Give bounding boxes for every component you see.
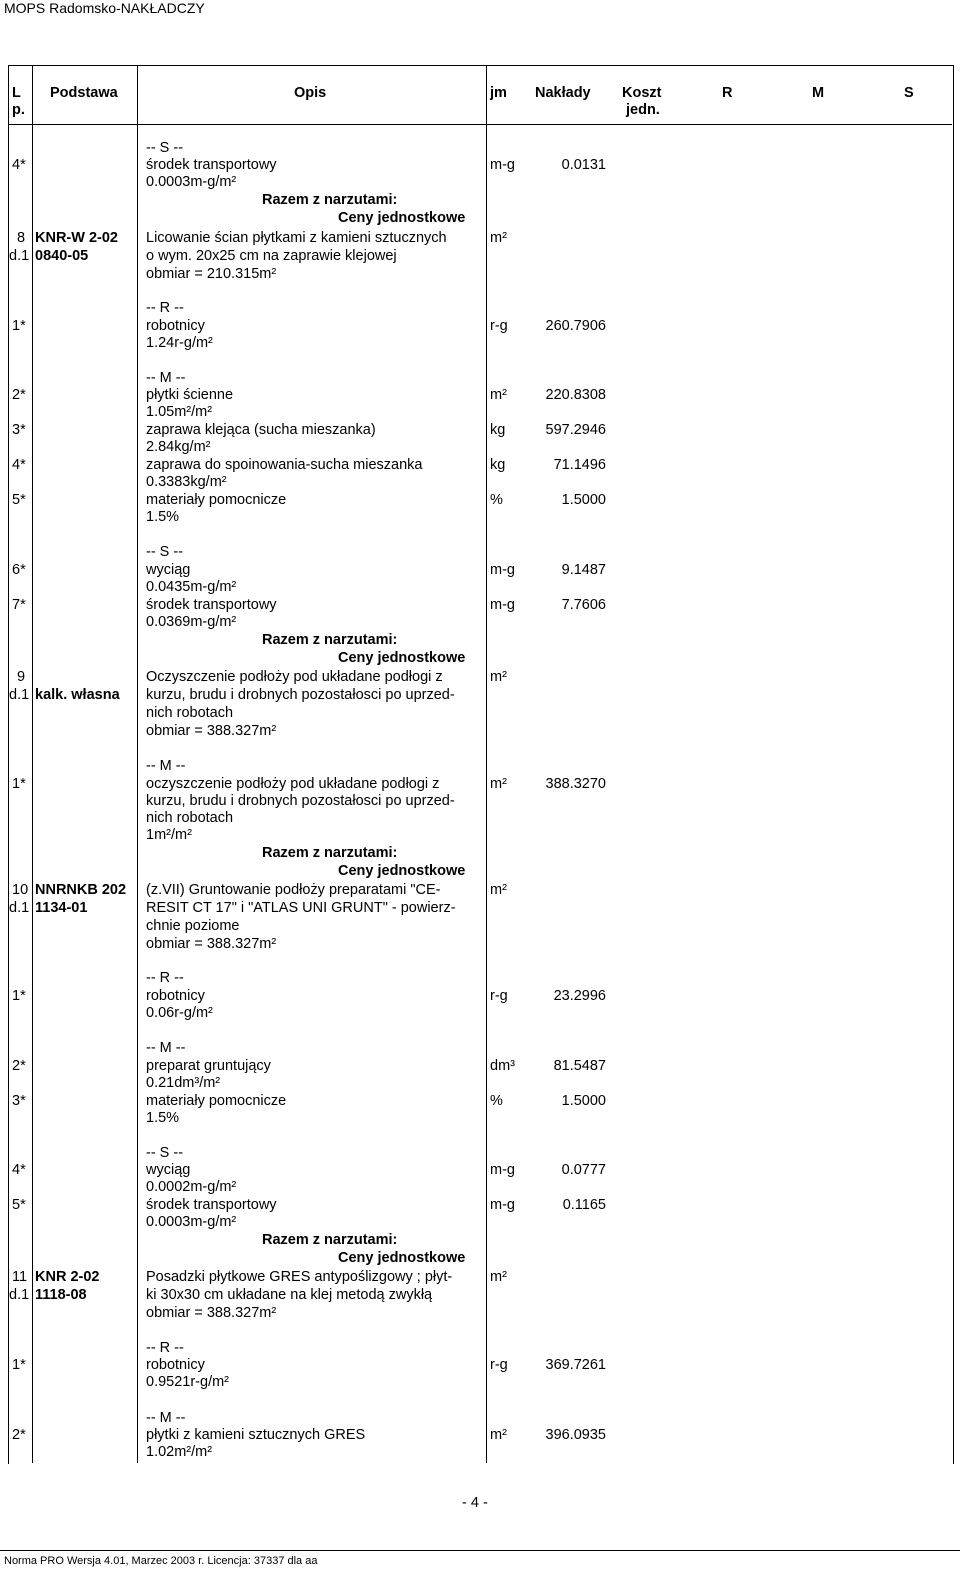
header-naklady: Nakłady (535, 85, 591, 101)
row-lp: 2* (12, 1058, 26, 1074)
position-jm: m² (490, 669, 507, 685)
row-value: 1.5000 (561, 492, 606, 508)
position-desc-1: (z.VII) Gruntowanie podłoży preparatami "CE- (146, 882, 441, 898)
section-r-label: -- R -- (146, 1340, 184, 1356)
position-number: 8 (17, 230, 26, 246)
ceny-label: Ceny jednostkowe (338, 650, 466, 666)
row-lp: 1* (12, 988, 26, 1004)
position-code: NNRNKB 202 (35, 882, 127, 898)
position-desc-3: obmiar = 210.315m² (146, 266, 277, 282)
razem-label: Razem z narzutami: (262, 632, 398, 648)
row-desc: robotnicy (146, 1357, 205, 1373)
header-jm: jm (490, 85, 507, 101)
window-title-bar (0, 0, 960, 22)
row-value: 0.0777 (561, 1162, 606, 1178)
row-value: 597.2946 (545, 422, 606, 438)
header-koszt: Koszt (622, 85, 662, 101)
position-code: KNR-W 2-02 (35, 230, 118, 246)
row-norm: 0.3383kg/m² (146, 474, 227, 490)
razem-label: Razem z narzutami: (262, 192, 398, 208)
row-value: 0.0131 (561, 157, 606, 173)
row-desc-2: kurzu, brudu i drobnych pozostałosci po uprzed- (146, 793, 455, 809)
position-desc-4: obmiar = 388.327m² (146, 723, 277, 739)
row-norm: 0.06r-g/m² (146, 1005, 213, 1021)
row-jm: m² (490, 1427, 507, 1443)
row-jm: r-g (490, 318, 508, 334)
row-value: 388.3270 (545, 776, 606, 792)
position-d: d.1 (9, 1287, 30, 1303)
row-value: 71.1496 (553, 457, 606, 473)
position-desc-2: ki 30x30 cm układane na klej metodą zwykłą (146, 1287, 433, 1303)
row-value: 7.7606 (561, 597, 606, 613)
row-jm: r-g (490, 1357, 508, 1373)
row-lp: 1* (12, 1357, 26, 1373)
row-norm: 1.24r-g/m² (146, 335, 213, 351)
header-s: S (904, 85, 914, 101)
position-code-2: 1118-08 (35, 1287, 87, 1303)
section-s-label: -- S -- (146, 140, 184, 156)
row-jm: m-g (490, 157, 515, 173)
position-desc-3: obmiar = 388.327m² (146, 1305, 277, 1321)
row-desc: płytki ścienne (146, 387, 234, 403)
position-d: d.1 (9, 248, 30, 264)
row-jm: kg (490, 422, 506, 438)
row-value: 1.5000 (561, 1093, 606, 1109)
header-podstawa: Podstawa (50, 85, 118, 101)
footer-divider (0, 1550, 960, 1551)
position-desc-1: Oczyszczenie podłoży pod układane podłogi z (146, 669, 443, 685)
row-lp: 1* (12, 318, 26, 334)
row-value: 9.1487 (561, 562, 606, 578)
col-divider-opis (486, 65, 487, 1463)
row-jm: m-g (490, 562, 515, 578)
position-d: d.1 (9, 687, 30, 703)
row-lp: 2* (12, 387, 26, 403)
row-norm: 0.21dm³/m² (146, 1075, 221, 1091)
position-number: 10 (12, 882, 29, 898)
row-desc: zaprawa klejąca (sucha mieszanka) (146, 422, 376, 438)
row-jm: m² (490, 387, 507, 403)
header-opis: Opis (294, 85, 327, 101)
ceny-label: Ceny jednostkowe (338, 863, 466, 879)
row-desc: płytki z kamieni sztucznych GRES (146, 1427, 366, 1443)
ceny-label: Ceny jednostkowe (338, 210, 466, 226)
row-lp: 5* (12, 492, 26, 508)
row-norm: 1.5% (146, 1110, 180, 1126)
col-divider-podstawa (137, 65, 138, 1463)
row-desc-1: oczyszczenie podłoży pod układane podłogi z (146, 776, 440, 792)
row-value: 81.5487 (553, 1058, 606, 1074)
header-r: R (722, 85, 733, 101)
row-norm: 0.9521r-g/m² (146, 1374, 230, 1390)
header-m: M (812, 85, 825, 101)
row-value: 23.2996 (553, 988, 606, 1004)
row-norm: 0.0002m-g/m² (146, 1179, 237, 1195)
row-desc: wyciąg (146, 562, 191, 578)
position-jm: m² (490, 882, 507, 898)
row-desc: robotnicy (146, 988, 205, 1004)
position-number: 9 (17, 669, 26, 685)
row-value: 260.7906 (545, 318, 606, 334)
row-norm: 1.5% (146, 509, 180, 525)
row-lp: 5* (12, 1197, 26, 1213)
row-jm: kg (490, 457, 506, 473)
row-norm: 0.0369m-g/m² (146, 614, 237, 630)
section-m-label: -- M -- (146, 370, 186, 386)
ceny-label: Ceny jednostkowe (338, 1250, 466, 1266)
header-lp-l: L (12, 85, 21, 101)
row-lp: 7* (12, 597, 26, 613)
row-lp: 4* (12, 457, 26, 473)
position-desc-4: obmiar = 388.327m² (146, 936, 277, 952)
row-jm: dm³ (490, 1058, 515, 1074)
row-norm: 1.02m²/m² (146, 1444, 213, 1460)
header-jedn: jedn. (626, 102, 660, 118)
position-desc-2: RESIT CT 17" i "ATLAS UNI GRUNT" - powierz- (146, 900, 456, 916)
position-desc-3: chnie poziome (146, 918, 240, 934)
position-code-2: 0840-05 (35, 248, 89, 264)
header-bottom-line (8, 124, 952, 125)
row-jm: m-g (490, 1197, 515, 1213)
row-value: 396.0935 (545, 1427, 606, 1443)
row-lp: 6* (12, 562, 26, 578)
row-desc: wyciąg (146, 1162, 191, 1178)
row-norm: 1.05m²/m² (146, 404, 213, 420)
position-desc-2: kurzu, brudu i drobnych pozostałosci po uprzed- (146, 687, 455, 703)
row-jm: m-g (490, 1162, 515, 1178)
row-jm: m² (490, 776, 507, 792)
row-desc: środek transportowy (146, 157, 277, 173)
row-jm: % (490, 492, 503, 508)
position-desc-3: nich robotach (146, 705, 234, 721)
row-desc: robotnicy (146, 318, 205, 334)
section-m-label: -- M -- (146, 1410, 186, 1426)
footer-text: Norma PRO Wersja 4.01, Marzec 2003 r. Licencja: 37337 dla aa (4, 1555, 318, 1567)
section-s-label: -- S -- (146, 544, 184, 560)
row-norm: 0.0003m-g/m² (146, 174, 237, 190)
row-value: 0.1165 (562, 1197, 606, 1213)
position-jm: m² (490, 1269, 507, 1285)
row-value: 369.7261 (545, 1357, 606, 1373)
position-d: d.1 (9, 900, 30, 916)
row-jm: m-g (490, 597, 515, 613)
row-norm: 2.84kg/m² (146, 439, 211, 455)
row-norm: 1m²/m² (146, 827, 192, 843)
row-desc: środek transportowy (146, 597, 277, 613)
position-number: 11 (12, 1269, 28, 1285)
row-lp: 4* (12, 1162, 26, 1178)
row-lp: 2* (12, 1427, 26, 1443)
row-lp: 1* (12, 776, 26, 792)
col-divider-lp (32, 65, 33, 1463)
row-value: 220.8308 (545, 387, 606, 403)
window-title: MOPS Radomsko-NAKŁADCZY (4, 0, 205, 16)
row-desc: materiały pomocnicze (146, 492, 287, 508)
row-jm: % (490, 1093, 503, 1109)
row-norm: 0.0003m-g/m² (146, 1214, 237, 1230)
section-s-label: -- S -- (146, 1145, 184, 1161)
row-norm: 0.0435m-g/m² (146, 579, 237, 595)
row-lp: 4* (12, 157, 26, 173)
row-desc: materiały pomocnicze (146, 1093, 287, 1109)
razem-label: Razem z narzutami: (262, 1232, 398, 1248)
position-code-2: 1134-01 (35, 900, 88, 916)
position-code: kalk. własna (35, 687, 120, 703)
row-desc-3: nich robotach (146, 810, 234, 826)
position-code: KNR 2-02 (35, 1269, 100, 1285)
section-m-label: -- M -- (146, 758, 186, 774)
razem-label: Razem z narzutami: (262, 845, 398, 861)
header-lp-p: p. (12, 102, 25, 118)
section-m-label: -- M -- (146, 1040, 186, 1056)
row-lp: 3* (12, 1093, 26, 1109)
row-desc: preparat gruntujący (146, 1058, 271, 1074)
row-desc: środek transportowy (146, 1197, 277, 1213)
page-number: - 4 - (462, 1495, 488, 1511)
position-jm: m² (490, 230, 507, 246)
section-r-label: -- R -- (146, 300, 184, 316)
row-desc: zaprawa do spoinowania-sucha mieszanka (146, 457, 423, 473)
row-jm: r-g (490, 988, 508, 1004)
position-desc-2: o wym. 20x25 cm na zaprawie klejowej (146, 248, 397, 264)
position-desc-1: Posadzki płytkowe GRES antypoślizgowy ; płyt- (146, 1269, 453, 1285)
position-desc-1: Licowanie ścian płytkami z kamieni sztucznych (146, 230, 447, 246)
section-r-label: -- R -- (146, 970, 184, 986)
row-lp: 3* (12, 422, 26, 438)
